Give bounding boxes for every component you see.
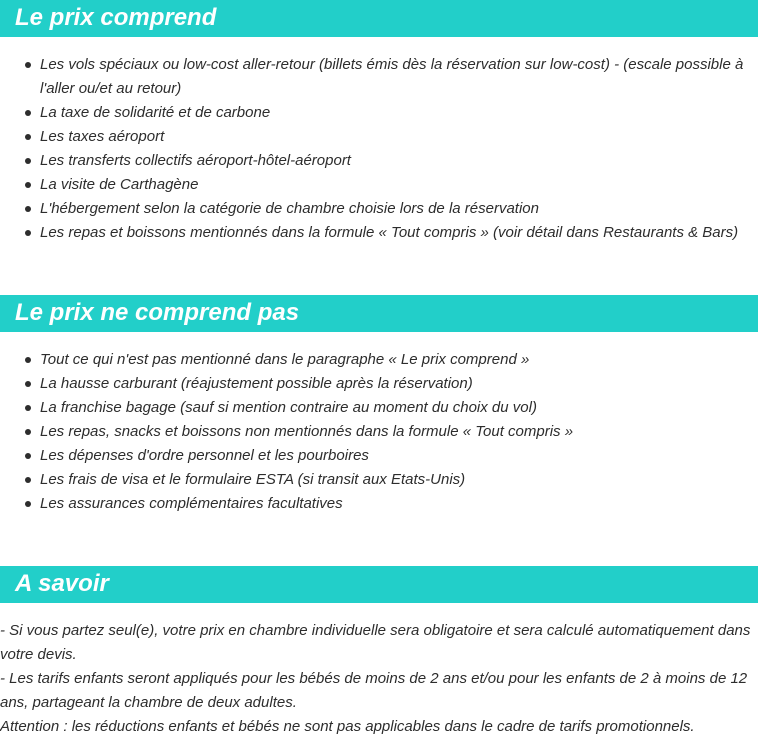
list-item: La visite de Carthagène — [0, 173, 758, 197]
list-item: La franchise bagage (sauf si mention contraire au moment du choix du vol) — [0, 396, 758, 420]
list-item: Les dépenses d'ordre personnel et les pourboires — [0, 444, 758, 468]
bullet-icon — [25, 501, 31, 507]
section-title-good-to-know: A savoir — [15, 570, 109, 597]
info-paragraph: - Les tarifs enfants seront appliqués pour les bébés de moins de 2 ans et/ou pour les enfants de 2 à moins de 12 ans, partageant la chambre de deux adultes. — [0, 670, 748, 711]
bullet-icon — [25, 110, 31, 116]
bullet-icon — [25, 230, 31, 236]
section-title-included: Le prix comprend — [15, 4, 217, 31]
bullet-icon — [25, 158, 31, 164]
bullet-icon — [25, 357, 31, 363]
list-item: Les frais de visa et le formulaire ESTA (si transit aux Etats-Unis) — [0, 468, 758, 492]
bullet-icon — [25, 182, 31, 188]
bullet-icon — [25, 62, 31, 68]
list-item: Les transferts collectifs aéroport-hôtel-aéroport — [0, 149, 758, 173]
list-item: La hausse carburant (réajustement possible après la réservation) — [0, 372, 758, 396]
list-item: Les taxes aéroport — [0, 125, 758, 149]
good-to-know-text — [0, 619, 752, 739]
section-header-good-to-know — [0, 566, 758, 603]
included-list — [0, 53, 758, 245]
list-item: Les repas et boissons mentionnés dans la formule « Tout compris » (voir détail dans Restaurants & Bars) — [0, 221, 758, 245]
bullet-icon — [25, 134, 31, 140]
section-title-not-included: Le prix ne comprend pas — [15, 299, 300, 326]
bullet-icon — [25, 381, 31, 387]
list-item: L'hébergement selon la catégorie de chambre choisie lors de la réservation — [0, 197, 758, 221]
list-item: La taxe de solidarité et de carbone — [0, 101, 758, 125]
list-item: Les assurances complémentaires facultatives — [0, 492, 758, 516]
section-header-included — [0, 0, 758, 37]
bullet-icon — [25, 429, 31, 435]
list-item: Tout ce qui n'est pas mentionné dans le paragraphe « Le prix comprend » — [0, 348, 758, 372]
info-paragraph: - Si vous partez seul(e), votre prix en chambre individuelle sera obligatoire et sera calculé automatiquement dans votre devis. — [0, 622, 751, 663]
list-item: Les vols spéciaux ou low-cost aller-retour (billets émis dès la réservation sur low-cost) - (escale possible à l'aller ou/et au retour) — [0, 53, 758, 101]
bullet-icon — [25, 477, 31, 483]
bullet-icon — [25, 405, 31, 411]
info-paragraph: Attention : les réductions enfants et bébés ne sont pas applicables dans le cadre de tarifs promotionnels. — [0, 718, 695, 735]
list-item: Les repas, snacks et boissons non mentionnés dans la formule « Tout compris » — [0, 420, 758, 444]
bullet-icon — [25, 206, 31, 212]
bullet-icon — [25, 453, 31, 459]
section-header-not-included — [0, 295, 758, 332]
not-included-list — [0, 348, 758, 516]
